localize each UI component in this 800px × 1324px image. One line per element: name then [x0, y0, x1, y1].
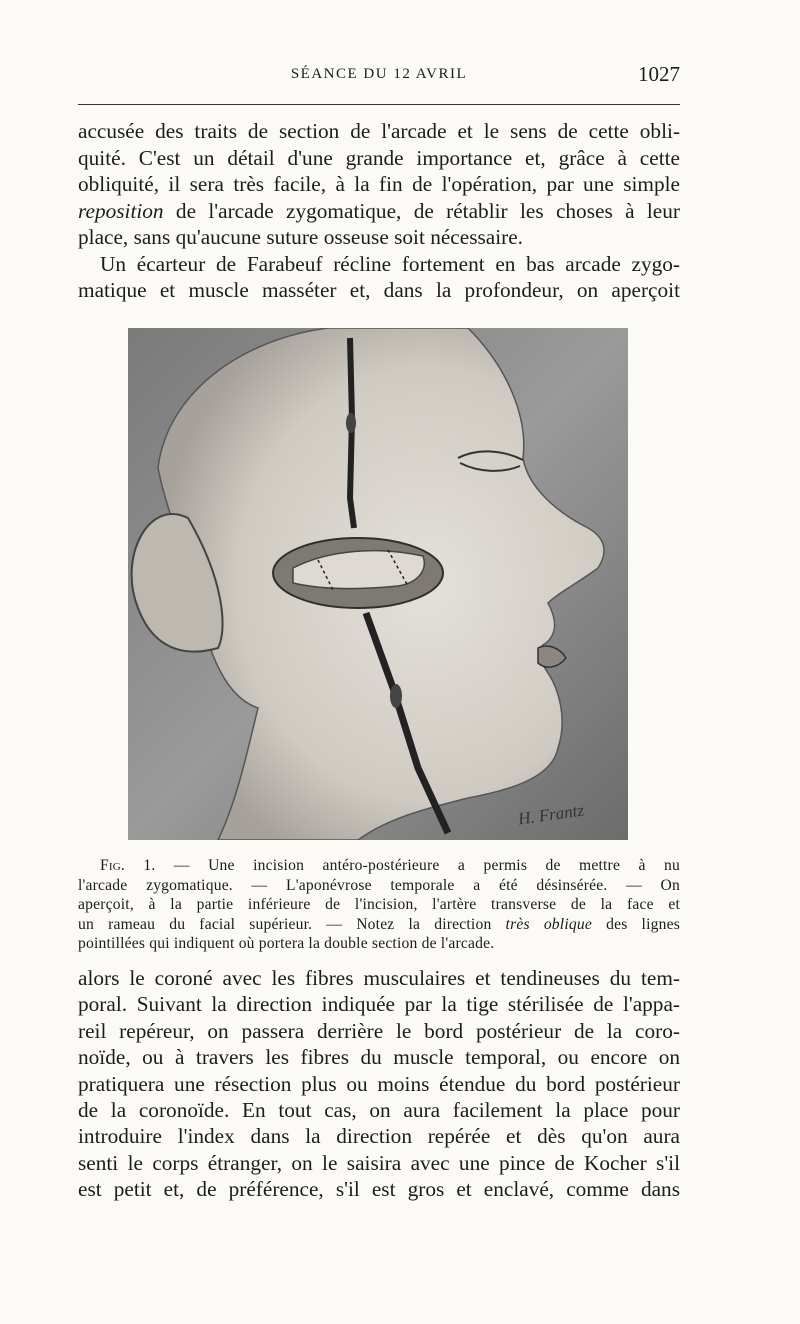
caption-italic: très oblique	[505, 915, 592, 933]
text-line: noïde, ou à travers les fibres du muscle temporal, ou encore on	[78, 1045, 680, 1070]
text-line: pratiquera une résection plus ou moins étendue du bord postérieur	[78, 1071, 680, 1096]
caption-text: — Une incision antéro-postérieure a permis de mettre à nu	[155, 857, 680, 874]
text-line: est petit et, de préférence, s'il est gros et enclavé, comme dans	[78, 1177, 680, 1202]
caption-line	[78, 856, 680, 876]
retractor-joint	[346, 413, 356, 433]
text-line: obliquité, il sera très facile, à la fin de l'opération, par une simple	[78, 172, 680, 196]
text-line: alors le coroné avec les fibres musculaires et tendineuses du tem-	[78, 966, 680, 990]
surgical-illustration	[128, 328, 628, 840]
text-run: de l'arcade zygomatique, de rétablir les choses à leur	[163, 198, 680, 223]
figure-label: Fig. 1.	[100, 857, 156, 874]
text-line: de la coronoïde. En tout cas, on aura facilement la place pour	[78, 1098, 680, 1123]
paragraph-top	[78, 118, 680, 304]
text-line	[78, 198, 680, 225]
caption-text: un rameau du facial supérieur. — Notez la direction	[78, 915, 506, 933]
paragraph-bottom	[78, 965, 680, 1203]
text-line: reil repéreur, on passera derrière le bord postérieur de la coro-	[78, 1018, 680, 1043]
text-line: accusée des traits de section de l'arcade et le sens de cette obli-	[78, 119, 680, 143]
text-line: place, sans qu'aucune suture osseuse soit nécessaire.	[78, 225, 524, 249]
text-line: Un écarteur de Farabeuf récline fortement en bas arcade zygo-	[100, 251, 680, 276]
page-number: 1027	[638, 62, 680, 86]
caption-line: l'arcade zygomatique. — L'aponévrose temporale a été désinsérée. — On	[78, 876, 680, 894]
text-line: quité. C'est un détail d'une grande importance et, grâce à cette	[78, 145, 680, 170]
text-line: introduire l'index dans la direction repérée et dès qu'on aura	[78, 1124, 680, 1149]
artist-signature: H. Frantz	[516, 800, 586, 829]
caption-line: aperçoit, à la partie inférieure de l'incision, l'artère transverse de la face et	[78, 896, 680, 913]
italic-word: reposition	[78, 198, 164, 223]
figure-caption	[78, 856, 680, 954]
text-line: senti le corps étranger, on le saisira avec une pince de Kocher s'il	[78, 1150, 680, 1175]
caption-text: des lignes	[592, 915, 680, 933]
caption-line	[78, 915, 680, 935]
page-header	[78, 62, 680, 92]
caption-line: pointillées qui indiquent où portera la double section de l'arcade.	[78, 935, 495, 952]
retractor-joint	[390, 684, 402, 708]
header-rule	[78, 104, 680, 105]
text-line: matique et muscle masséter et, dans la profondeur, on aperçoit	[78, 278, 680, 302]
text-line: poral. Suivant la direction indiquée par la tige stérilisée de l'appa-	[78, 992, 680, 1017]
running-title: SÉANCE DU 12 AVRIL	[290, 66, 468, 82]
